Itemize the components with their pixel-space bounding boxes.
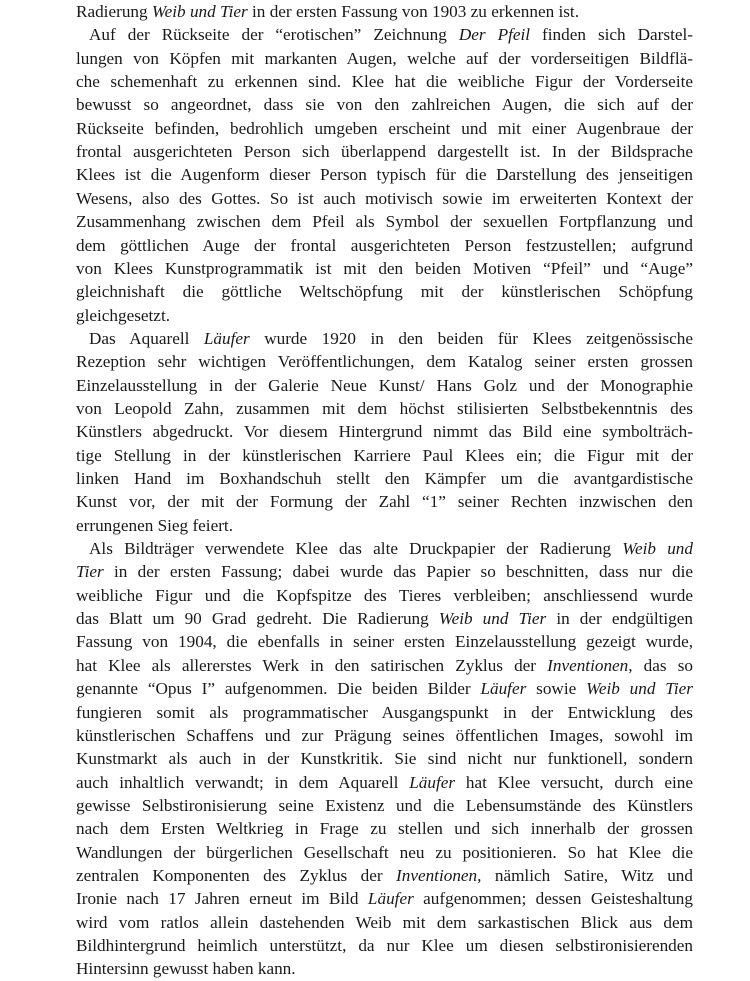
- text-run: wurde 1920 in den beiden für Klees zeitgenössische: [249, 328, 693, 348]
- text-run: Rezeption sehr wichtigen Veröffentlichungen, dem Katalog seiner ersten grossen: [76, 352, 693, 372]
- text-run: Radierung: [76, 2, 152, 21]
- text-line: [76, 23, 693, 47]
- italic-title: Weib und: [622, 539, 693, 559]
- italic-title: Weib und Tier: [151, 2, 248, 21]
- text-line: [76, 771, 693, 795]
- italic-title: Der Pfeil: [458, 25, 531, 45]
- text-run: tige Stellung in der künstlerischen Karriere Paul Klees ein; die Figur mit der: [76, 445, 693, 465]
- text-run: hat Klee als allererstes Werk in den satirischen Zyklus der: [76, 655, 548, 675]
- text-line: [76, 911, 693, 935]
- text-line: [76, 607, 693, 631]
- text-run: Das Aquarell: [89, 328, 204, 348]
- text-run: Künstlers abgedruckt. Vor diesem Hintergrund nimmt das Bild eine symbolträch-: [76, 422, 693, 442]
- text-line: [76, 957, 693, 981]
- italic-title: Läufer: [203, 328, 250, 348]
- text-run: wird vom ratlos allein dastehenden Weib mit dem sarkastischen Blick aus dem: [76, 912, 693, 932]
- text-run: Kunst vor, der mit der Formung der Zahl “1” seiner Rechten inzwischen den: [76, 492, 693, 512]
- italic-title: Inventionen,: [396, 865, 482, 885]
- text-run: von Leopold Zahn, zusammen mit dem höchst stilisierten Selbstbekenntnis des: [76, 398, 693, 418]
- italic-title: Weib und Tier: [438, 609, 547, 629]
- italic-title: Inventionen,: [547, 655, 633, 675]
- text-run: gleichgesetzt.: [76, 305, 171, 325]
- text-line: [76, 934, 693, 958]
- text-line: [76, 560, 693, 584]
- text-run: weibliche Figur und die Kopfspitze des Tieres verbleiben; anschliessend wurde: [76, 585, 693, 605]
- text-line: [76, 374, 693, 398]
- text-run: bewusst so angeordnet, dass sie von den zahlreichen Augen, die sich auf der: [76, 95, 693, 115]
- text-line: [76, 93, 693, 117]
- text-run: errungenen Sieg feiert.: [76, 515, 234, 535]
- text-run: Rückseite befinden, bedrohlich umgeben erscheint und mit einer Augenbraue der: [76, 118, 693, 138]
- text-line: [76, 864, 693, 888]
- text-line: [76, 117, 693, 141]
- text-line: [76, 677, 693, 701]
- text-run: künstlerischen Schaffens und zur Prägung seines öffentlichen Images, sowohl im: [76, 725, 693, 745]
- text-line: [76, 304, 693, 328]
- text-run: Bildhintergrund heimlich unterstützt, da nur Klee um diesen selbstironisierenden: [76, 936, 693, 955]
- text-run: nämlich Satire, Witz und: [481, 865, 693, 885]
- italic-title: Weib und Tier: [586, 679, 693, 699]
- text-run: Einzelausstellung in der Galerie Neue Kunst/ Hans Golz und der Monographie: [76, 375, 693, 395]
- text-run: lungen von Köpfen mit markanten Augen, welche auf der vorderseitigen Bildflä-: [76, 48, 693, 68]
- text-line: [76, 724, 693, 748]
- text-run: Wesens, also des Gottes. So ist auch motivisch sowie im erweiterten Kontext der: [76, 188, 693, 208]
- text-run: Zusammenhang zwischen dem Pfeil als Symbol der sexuellen Fortpflanzung und: [76, 212, 693, 232]
- text-run: gleichnishaft die göttliche Weltschöpfung mit der künstlerischen Schöpfung: [76, 282, 693, 302]
- text-line: [76, 257, 693, 281]
- text-line: [76, 467, 693, 491]
- text-run: fungieren somit als programmatischer Ausgangspunkt in der Entwicklung des: [76, 702, 693, 722]
- text-run: in der ersten Fassung von 1903 zu erkennen ist.: [247, 2, 580, 21]
- text-run: sowie: [526, 679, 587, 699]
- text-line: [76, 444, 693, 468]
- text-line: [76, 887, 693, 911]
- text-line: [76, 537, 693, 561]
- text-line: [76, 187, 693, 211]
- text-line: [76, 584, 693, 608]
- text-line: [76, 490, 693, 514]
- text-line: [76, 280, 693, 304]
- text-run: Klees ist die Augenform dieser Person typisch für die Darstellung des jenseitigen: [76, 165, 693, 185]
- text-line: [76, 234, 693, 258]
- text-run: Als Bildträger verwendete Klee das alte Druckpapier der Radierung: [89, 539, 623, 559]
- italic-title: Tier: [76, 562, 104, 582]
- text-line: [76, 350, 693, 374]
- text-run: nach dem Ersten Weltkrieg in Frage zu stellen und sich innerhalb der grossen: [76, 819, 693, 839]
- text-line: [76, 514, 693, 538]
- text-line: [76, 140, 693, 164]
- text-run: genannte “Opus I” aufgenommen. Die beiden Bilder: [76, 679, 481, 699]
- text-run: auch inhaltlich verwandt; in dem Aquarell: [76, 772, 410, 792]
- text-run: das Blatt um 90 Grad gedreht. Die Radierung: [76, 609, 439, 629]
- text-line: [76, 397, 693, 421]
- text-line: [76, 70, 693, 94]
- text-run: che schemenhaft zu erkennen sind. Klee hat die weibliche Figur der Vorderseite: [76, 72, 693, 92]
- text-run: Wandlungen der bürgerlichen Gesellschaft neu zu positionieren. So hat Klee die: [76, 842, 693, 862]
- text-run: in der endgültigen: [546, 609, 693, 629]
- text-run: das so: [632, 655, 693, 675]
- text-line: [76, 654, 693, 678]
- text-run: zentralen Komponenten des Zyklus der: [76, 865, 396, 885]
- text-run: hat Klee versucht, durch eine: [455, 772, 693, 792]
- text-line: [76, 747, 693, 771]
- text-run: finden sich Darstel-: [530, 25, 694, 45]
- text-run: Ironie nach 17 Jahren erneut im Bild: [76, 889, 368, 909]
- text-run: Kunstmarkt als auch in der Kunstkritik. Sie sind nicht nur funktionell, sondern: [76, 749, 693, 769]
- text-run: dem göttlichen Auge der frontal ausgerichteten Person festzustellen; aufgrund: [76, 235, 693, 255]
- italic-title: Läufer: [480, 679, 527, 699]
- text-run: aufgenommen; dessen Geisteshaltung: [413, 889, 693, 909]
- text-run: Hintersinn gewusst haben kann.: [76, 959, 296, 979]
- text-line: [76, 630, 693, 654]
- text-line: [76, 817, 693, 841]
- text-run: Fassung von 1904, die ebenfalls in seiner ersten Einzelausstellung gezeigt wurde,: [76, 632, 693, 652]
- text-run: gewisse Selbstironisierung seine Existenz und die Lebensumstände des Künstlers: [76, 795, 693, 815]
- italic-title: Läufer: [409, 772, 456, 792]
- text-line: [76, 163, 693, 187]
- text-line: [76, 0, 693, 24]
- text-line: [76, 420, 693, 444]
- text-run: von Klees Kunstprogrammatik ist mit den beiden Motiven “Pfeil” und “Auge”: [76, 258, 693, 278]
- text-line: [76, 327, 693, 351]
- text-run: frontal ausgerichteten Person sich überlappend dargestellt ist. In der Bildsprache: [76, 142, 693, 162]
- text-line: [76, 210, 693, 234]
- text-line: [76, 47, 693, 71]
- text-line: [76, 794, 693, 818]
- text-run: in der ersten Fassung; dabei wurde das Papier so beschnitten, dass nur die: [103, 562, 693, 582]
- text-run: Auf der Rückseite der “erotischen” Zeichnung: [89, 25, 459, 45]
- text-line: [76, 701, 693, 725]
- text-run: linken Hand im Boxhandschuh stellt den Kämpfer um die avantgardistische: [76, 469, 693, 488]
- italic-title: Läufer: [367, 889, 414, 909]
- text-line: [76, 841, 693, 865]
